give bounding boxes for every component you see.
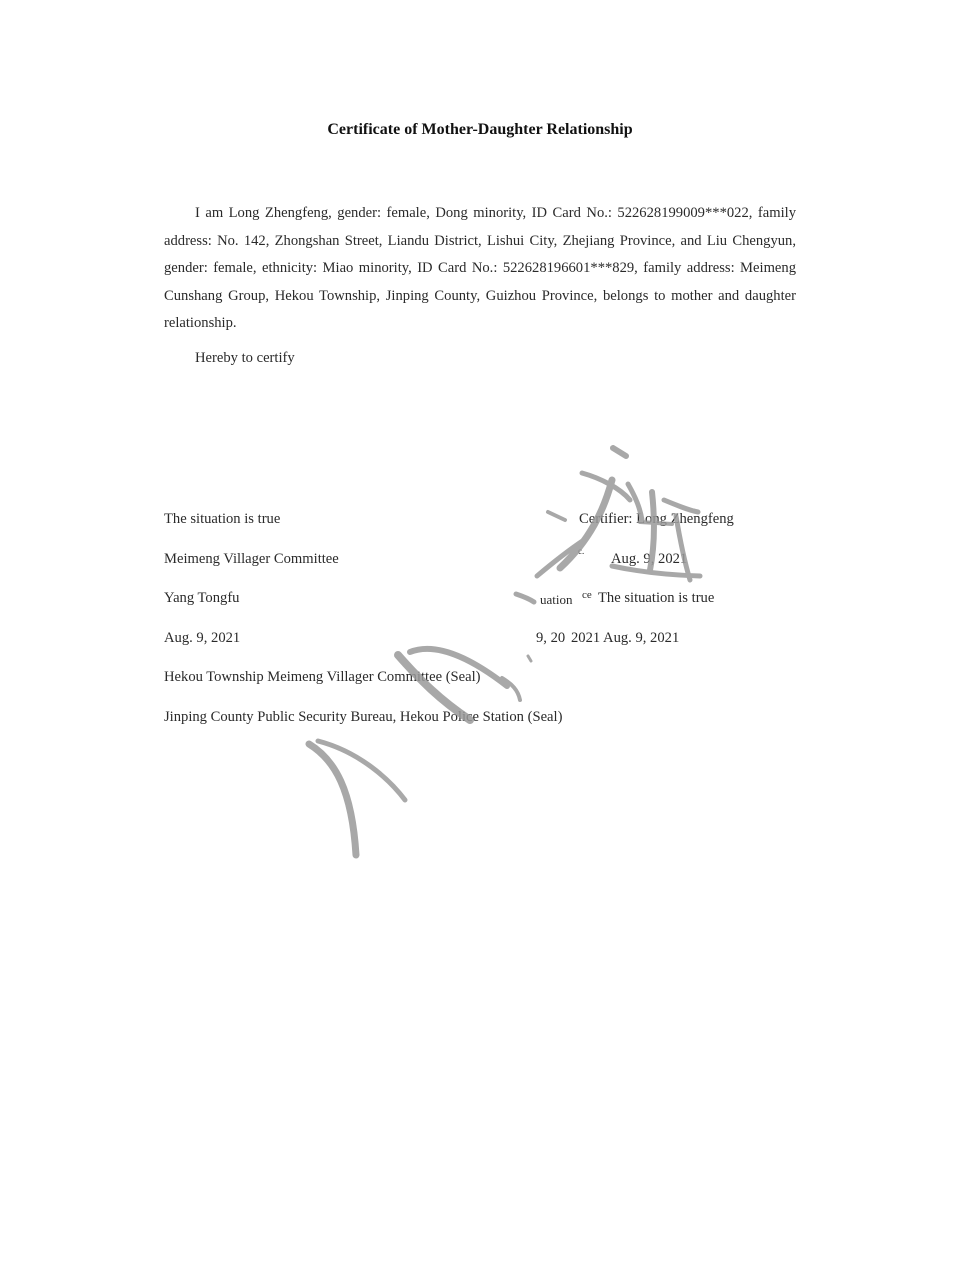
certificate-body: I am Long Zhengfeng, gender: female, Dong minority, ID Card No.: 522628199009***022, family address: No. 142, Zhongshan Street, Liandu District, Lishui City, Zhejiang Province, and Liu Chengyun, gender: female, ethnicity: Miao minority, ID Card No.: 522628196601***829, family address: Meimeng Cunshang Group, Hekou Township, Jinping County, Guizhou Province, belongs to mother and daughter relationship.	[164, 205, 796, 332]
overlap-prefix: uation	[540, 592, 573, 607]
right-situation-text: The situation is true	[598, 590, 715, 606]
left-date: Aug. 9, 2021	[164, 630, 241, 646]
left-signatory-name: Yang Tongfu	[164, 590, 240, 606]
overlap-suffix: ce	[582, 589, 592, 601]
seal-line-committee: Hekou Township Meimeng Villager Committee (Seal)	[164, 669, 481, 685]
right-date-2: 2021 Aug. 9, 2021	[571, 630, 680, 646]
page-title: Certificate of Mother-Daughter Relationship	[327, 121, 633, 138]
left-committee-text: Meimeng Villager Committee	[164, 551, 339, 567]
left-situation-text: The situation is true	[164, 511, 281, 527]
certifier-line: Certifier: Long Zhengfeng	[579, 511, 734, 527]
certify-statement: Hereby to certify	[195, 350, 295, 366]
right-date: Aug. 9, 2021	[611, 551, 688, 567]
overlap-date: 9, 20	[536, 630, 566, 646]
glyph-fragment: c.	[578, 546, 585, 556]
seal-line-police: Jinping County Public Security Bureau, Hekou Police Station (Seal)	[164, 709, 563, 725]
